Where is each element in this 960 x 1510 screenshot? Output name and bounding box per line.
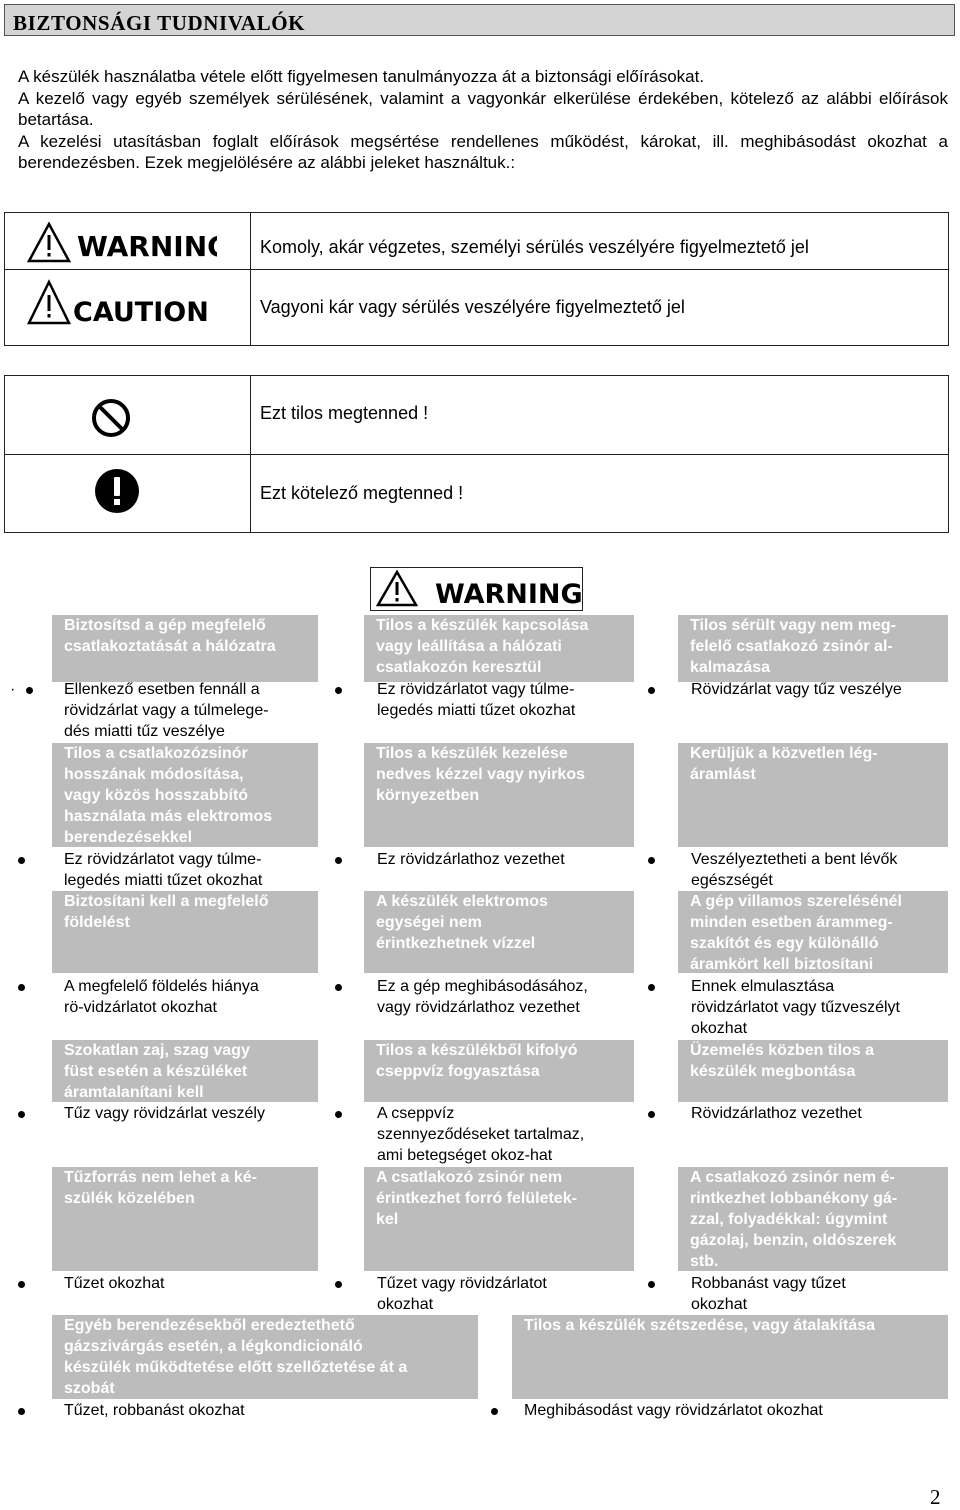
intro-paragraph-1: A készülék használatba vétele előtt figyelmesen tanulmányozza át a biztonsági előírásokat. [18,67,705,86]
intro-paragraph-2: A kezelő vagy egyéb személyek sérülésének, valamint a vagyonkár elkerülése érdekében, kötelező az alábbi előírások betartása. [18,88,948,129]
bullet-dot [18,984,25,991]
rule-r3c3: A gép villamos szerelésénél minden esetben árammeg- szakítót és egy különálló áramkört kell biztosítani [678,891,948,973]
consequence-r6c1: Tűzet, robbanást okozhat [64,1402,245,1419]
consequence-r6c2: Meghibásodást vagy rövidzárlatot okozhat [524,1402,823,1419]
bullet-dot [335,1281,342,1288]
section-title: BIZTONSÁGI TUDNIVALÓK [13,11,306,35]
bullet-dot [648,1111,655,1118]
consequence-r4c1: Tűz vagy rövidzárlat veszély [64,1105,265,1122]
consequence-r3c3: Ennek elmulasztása rövidzárlatot vagy tűzveszélyt okozhat [691,978,900,1037]
bullet-dot [335,984,342,991]
rule-r1c2: Tilos a készülék kapcsolása vagy leállítása a hálózati csatlakozón keresztül [364,615,634,682]
page-number: 2 [930,1485,941,1509]
rule-r3c2: A készülék elektromos egységei nem érintkezhetnek vízzel [364,891,634,973]
rule-r4c2: Tilos a készülékből kifolyó cseppvíz fogyasztása [364,1040,634,1102]
warning-badge-icon [371,568,582,610]
consequence-r5c1: Tűzet okozhat [64,1275,165,1292]
bullet-dot [335,687,342,694]
caution-description: Vagyoni kár vagy sérülés veszélyére figyelmeztető jel [260,297,685,317]
consequence-r4c3: Rövidzárlathoz vezethet [691,1105,862,1122]
warning-badge-word: WARNING [435,579,582,610]
bullet-dot [26,687,33,694]
rule-r2c3: Kerüljük a közvetlen lég- áramlást [678,743,948,847]
rule-r5c2: A csatlakozó zsinór nem érintkezhet forró felületek- kel [364,1167,634,1271]
intro-paragraph-3: A kezelési utasításban foglalt előírások megsértése rendellenes működést, károkat, ill. meghibásodást okozhat a berendezésben. Ezek megjelölésére az alábbi jeleket használtuk.: [18,131,948,172]
consequence-r5c2: Tűzet vagy rövidzárlatot okozhat [377,1275,547,1313]
bullet-dot [18,1111,25,1118]
action-icon-legend [4,375,949,533]
bullet-dot [491,1408,498,1415]
section-title-box [4,4,955,36]
caution-sign-icon [27,279,217,334]
bullet-dot [648,857,655,864]
bullet-dot [335,1111,342,1118]
rule-r5c1: Tűzforrás nem lehet a ké- szülék közelében [52,1167,318,1271]
consequence-r1c2: Ez rövidzárlatot vagy túlme- legedés miatti tűzet okozhat [377,681,576,719]
consequence-r4c2: A cseppvíz szennyeződéseket tartalmaz, ami betegséget okoz-hat [377,1105,585,1164]
warning-word: WARNING [77,230,217,263]
rule-r1c3: Tilos sérült vagy nem meg- felelő csatlakozó zsinór al- kalmazása [678,615,948,682]
consequence-r2c1: Ez rövidzárlatot vagy túlme- legedés miatti tűzet okozhat [64,851,263,889]
warning-description: Komoly, akár végzetes, személyi sérülés veszélyére figyelmeztető jel [260,237,809,257]
rule-r2c1: Tilos a csatlakozózsinór hosszának módosítása, vagy közös hosszabbító használata más elektromos berendezésekkel [52,743,318,847]
intro-text [18,66,948,174]
consequence-r2c3: Veszélyeztetheti a bent lévők egészségét [691,851,898,889]
rule-r5c3: A csatlakozó zsinór nem é- rintkezhet lobbanékony gá- zzal, folyadékkal: úgymint gázolaj, benzin, oldószerek stb. [678,1167,948,1271]
rule-r2c2: Tilos a készülék kezelése nedves kézzel vagy nyirkos környezetben [364,743,634,847]
signal-word-legend [4,212,949,346]
bullet-dot [18,1281,25,1288]
bullet-dot [18,857,25,864]
caution-word: CAUTION [73,297,209,328]
bullet-dot [648,984,655,991]
prohibited-icon [91,398,131,443]
rule-r6c1: Egyéb berendezésekből eredeztethető gázszivárgás esetén, a légkondicionáló készülék működtetése előtt szellőztetése át a szobát [52,1315,478,1399]
consequence-r2c2: Ez rövidzárlathoz vezethet [377,851,565,868]
stray-mark: · [10,681,16,698]
bullet-dot [648,1281,655,1288]
mandatory-icon [94,468,140,519]
consequence-r3c2: Ez a gép meghibásodásához, vagy rövidzárlathoz vezethet [377,978,588,1016]
consequence-r1c3: Rövidzárlat vagy tűz veszélye [691,681,902,698]
prohibited-description: Ezt tilos megtenned ! [260,403,429,423]
warning-badge [370,567,583,611]
bullet-dot [18,1408,25,1415]
rule-r4c1: Szokatlan zaj, szag vagy füst esetén a készüléket áramtalanítani kell [52,1040,318,1102]
rule-r1c1: Biztosítsd a gép megfelelő csatlakoztatását a hálózatra [52,615,318,682]
rule-r3c1: Biztosítani kell a megfelelő földelést [52,891,318,973]
consequence-r1c1: Ellenkező esetben fennáll a rövidzárlat vagy a túlmelege- dés miatti tűz veszélye [64,681,269,740]
warning-sign-icon [27,221,217,272]
rule-r4c3: Üzemelés közben tilos a készülék megbontása [678,1040,948,1102]
bullet-dot [648,687,655,694]
bullet-dot [335,857,342,864]
mandatory-description: Ezt kötelező megtenned ! [260,483,464,503]
rule-r6c2: Tilos a készülék szétszedése, vagy átalakítása [512,1315,948,1399]
consequence-r3c1: A megfelelő földelés hiánya rö-vidzárlatot okozhat [64,978,259,1016]
consequence-r5c3: Robbanást vagy tűzet okozhat [691,1275,846,1313]
